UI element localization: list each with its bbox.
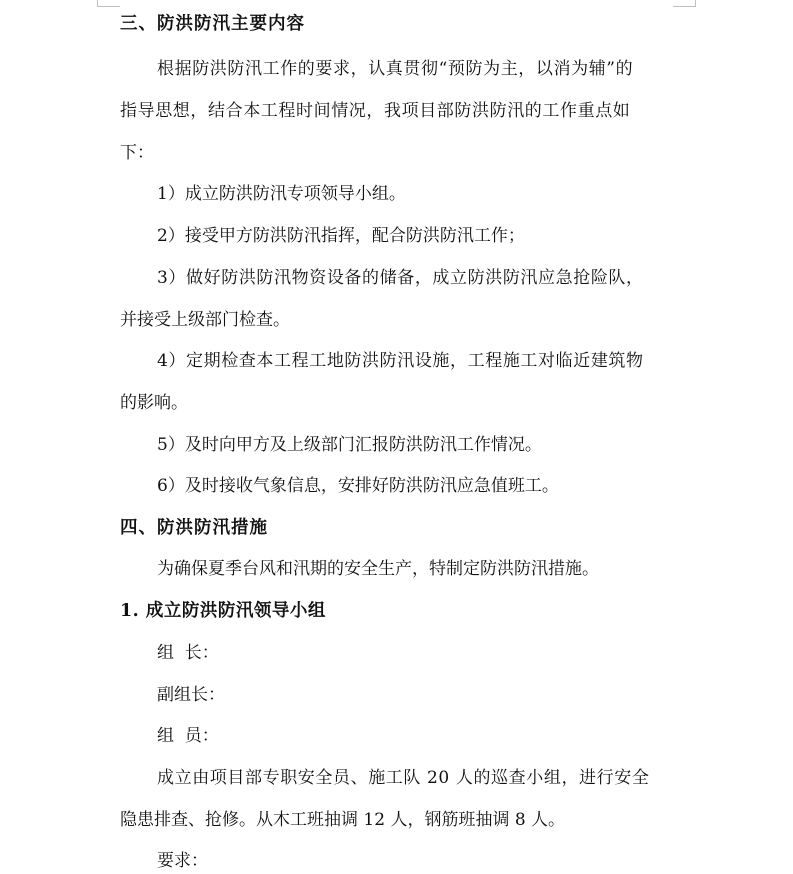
patrol-team-line-1: 成立由项目部专职安全员、施工队 20 人的巡查小组，进行安全 — [157, 768, 650, 788]
list-item-3-line-2: 并接受上级部门检查。 — [120, 310, 290, 330]
section-3-intro-line-3: 下： — [120, 143, 154, 163]
section-4-intro: 为确保夏季台风和汛期的安全生产，特制定防洪防汛措施。 — [157, 559, 599, 579]
list-item-4-line-2: 的影响。 — [120, 393, 188, 413]
member-label: 组 员： — [157, 726, 219, 746]
section-3-intro-line-1: 根据防洪防汛工作的要求，认真贯彻“预防为主，以消为辅”的 — [157, 59, 634, 79]
list-item-1: 1）成立防洪防汛专项领导小组。 — [157, 184, 406, 204]
list-item-3-line-1: 3）做好防洪防汛物资设备的储备，成立防洪防汛应急抢险队， — [157, 268, 644, 288]
list-item-5: 5）及时向甲方及上级部门汇报防洪防汛工作情况。 — [157, 435, 542, 455]
list-item-4-line-1: 4）定期检查本工程工地防洪防汛设施，工程施工对临近建筑物 — [157, 351, 644, 371]
list-item-6: 6）及时接收气象信息，安排好防洪防汛应急值班工。 — [157, 476, 559, 496]
patrol-team-line-2: 隐患排查、抢修。从木工班抽调 12 人，钢筋班抽调 8 人。 — [120, 810, 566, 830]
subsection-1-heading: 1. 成立防洪防汛领导小组 — [120, 601, 326, 621]
leader-label: 组 长： — [157, 643, 219, 663]
list-item-2: 2）接受甲方防洪防汛指挥，配合防洪防汛工作； — [157, 226, 525, 246]
crop-mark-left — [97, 0, 120, 7]
requirements-label: 要求： — [157, 851, 208, 871]
deputy-leader-label: 副组长： — [157, 685, 225, 705]
section-3-heading: 三、防洪防汛主要内容 — [120, 14, 305, 34]
crop-mark-right — [673, 0, 696, 7]
section-4-heading: 四、防洪防汛措施 — [120, 518, 268, 538]
section-3-intro-line-2: 指导思想，结合本工程时间情况，我项目部防洪防汛的工作重点如 — [120, 101, 631, 121]
